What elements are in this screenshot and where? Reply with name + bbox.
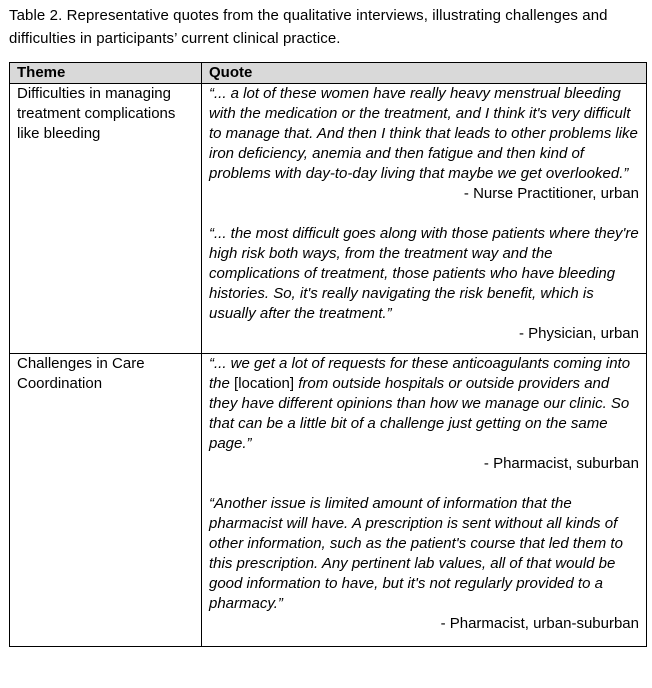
- column-header-theme: Theme: [10, 63, 202, 84]
- quote-text: “Another issue is limited amount of information that the pharmacist will have. A prescription is sent without all kinds of other information, such as the patient's course that led them to this prescription. Any pertinent lab values, all of that would be good information to have, but it's not regularly provided to a pharmacy.”: [209, 495, 623, 612]
- quote-attribution: - Nurse Practitioner, urban: [463, 185, 639, 202]
- quote-text-part: from outside hospitals or outside providers and they have different opinions than how we manage our clinic. So that can be a little bit of a challenge just getting on the same page.”: [209, 375, 630, 452]
- quote-attribution: - Pharmacist, urban-suburban: [440, 615, 639, 632]
- quote-text: [209, 354, 639, 454]
- cell-padding: [209, 344, 639, 353]
- theme-cell: Difficulties in managing treatment complications like bleeding: [10, 84, 202, 354]
- quotes-table: [9, 62, 647, 647]
- table-caption: Table 2. Representative quotes from the qualitative interviews, illustrating challenges and difficulties in participants’ current clinical practice.: [9, 7, 608, 47]
- table-row: [10, 84, 647, 354]
- quote-text: “... the most difficult goes along with those patients where they're high risk both ways, from the treatment way and the complications of treatment, those patients who have bleeding histories. So, it's really navigating the risk benefit, which is usually after the treatment.”: [209, 225, 639, 322]
- table-row: [10, 354, 647, 647]
- theme-cell: Challenges in Care Coordination: [10, 354, 202, 647]
- quote-block: [209, 354, 639, 474]
- cell-padding: [209, 634, 639, 646]
- column-header-quote: Quote: [202, 63, 647, 84]
- quote-attribution: - Physician, urban: [518, 325, 639, 342]
- quote-cell: [202, 84, 647, 354]
- quote-block: [209, 224, 639, 344]
- quote-cell: [202, 354, 647, 647]
- quote-attribution: - Pharmacist, suburban: [483, 455, 639, 472]
- quote-block: [209, 84, 639, 204]
- quote-spacer: [209, 474, 639, 494]
- quote-spacer: [209, 204, 639, 224]
- quote-text: “... a lot of these women have really heavy menstrual bleeding with the medication or the treatment, and I think it's very difficult to manage that. And then I think that leads to other problems like iron deficiency, anemia and then fatigue and then kind of problems with day-to-day living that maybe we get overlooked.”: [209, 85, 638, 182]
- quote-text-part: “... we get a lot of requests for these anticoagulants coming into the: [209, 355, 631, 392]
- table-header-row: [10, 63, 647, 84]
- location-placeholder: [location]: [234, 375, 295, 392]
- quote-block: [209, 494, 639, 634]
